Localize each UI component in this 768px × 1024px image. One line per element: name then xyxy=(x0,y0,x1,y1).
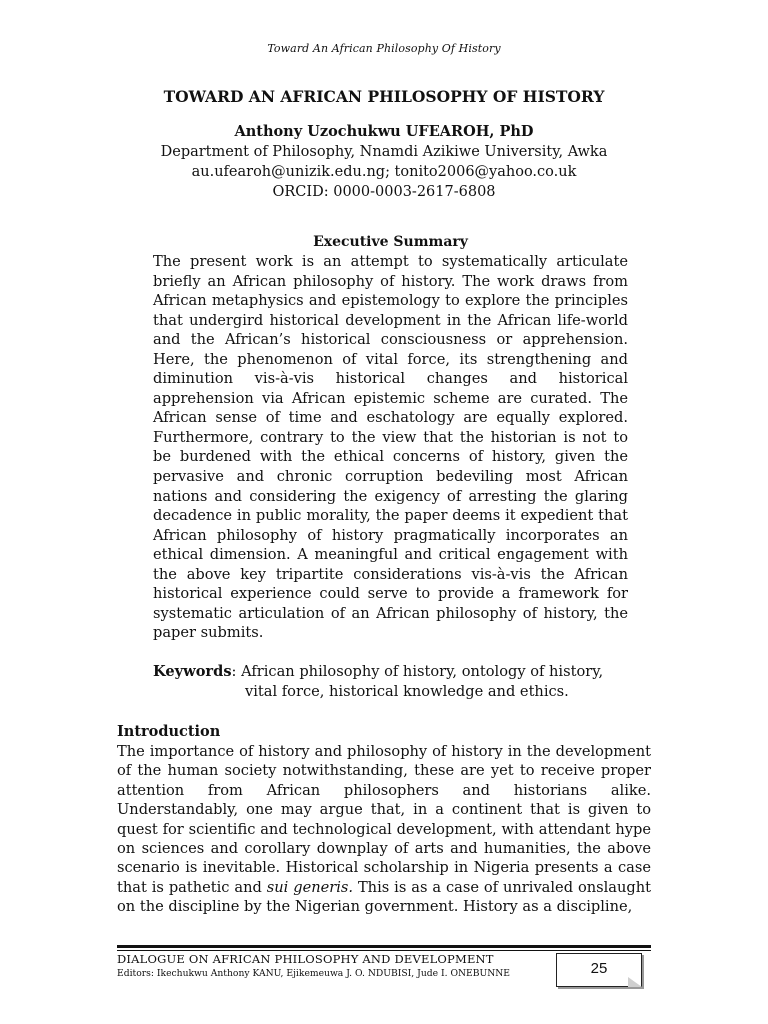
introduction-heading: Introduction xyxy=(117,723,221,740)
summary-heading: Executive Summary xyxy=(313,234,468,250)
executive-summary xyxy=(153,232,628,643)
keywords-line-2: vital force, historical knowledge and ethics. xyxy=(245,683,569,700)
paper-title: TOWARD AN AFRICAN PHILOSOPHY OF HISTORY xyxy=(163,87,605,106)
page-curl-icon xyxy=(628,977,642,987)
author-name: Anthony Uzochukwu UFEAROH, PhD xyxy=(234,123,534,140)
introduction-text xyxy=(117,742,651,917)
page-number: 25 xyxy=(590,960,608,977)
running-head: Toward An African Philosophy Of History xyxy=(267,42,501,55)
summary-text: The present work is an attempt to systematically articulate briefly an African philosophy of history. The work draws from African metaphysics and epistemology to explore the principles that undergird historical development in the African life-world and the African’s historical consciousness or apprehension. Here, the phenomenon of vital force, its strengthening and diminution vis-à-vis historical changes and historical apprehension via African epistemic scheme are curated. The African sense of time and eschatology are equally explored. Furthermore, contrary to the view that the historian is not to be burdened with the ethical concerns of history, given the pervasive and chronic corruption bedeviling most African nations and considering the exigency of arresting the glaring decadence in public morality, the paper deems it expedient that African philosophy of history pragmatically incorporates an ethical dimension. A meaningful and critical engagement with the above key tripartite considerations vis-à-vis the African historical experience could serve to provide a framework for systematic articulation of an African philosophy of history, the paper submits. xyxy=(153,253,628,642)
page-number-box xyxy=(556,953,642,987)
introduction-text-part-2: This is as a case of unrivaled onslaught on the discipline by the Nigerian government. History as a discipline, xyxy=(117,878,651,916)
author-orcid: ORCID: 0000-0003-2617-6808 xyxy=(272,184,496,200)
keywords-line-1: : African philosophy of history, ontology of history, xyxy=(231,663,604,680)
footer-journal-title: DIALOGUE ON AFRICAN PHILOSOPHY AND DEVELOPMENT xyxy=(117,952,494,966)
introduction-text-part-1: The importance of history and philosophy of history in the development of the human society notwithstanding, these are yet to receive proper attention from African philosophers and historians alike. Understandably, one may argue that, in a continent that is given to quest for scientific and technological development, with attendant hype on sciences and corollary downplay of arts and humanities, the above scenario is inevitable. Historical scholarship in Nigeria presents a case that is pathetic and xyxy=(117,743,651,896)
author-block xyxy=(0,122,768,202)
keywords-block xyxy=(153,662,628,702)
introduction-section xyxy=(117,721,651,917)
author-emails: au.ufearoh@unizik.edu.ng; tonito2006@yahoo.co.uk xyxy=(191,164,577,180)
keywords-label: Keywords xyxy=(153,663,232,680)
footer-rule-thick xyxy=(117,945,651,948)
footer-rule-thin xyxy=(117,950,651,951)
author-affiliation: Department of Philosophy, Nnamdi Azikiwe University, Awka xyxy=(160,144,608,160)
footer-editors: Editors: Ikechukwu Anthony KANU, Ejikemeuwa J. O. NDUBISI, Jude I. ONEBUNNE xyxy=(117,968,511,979)
introduction-italic-term: sui generis. xyxy=(266,878,354,896)
